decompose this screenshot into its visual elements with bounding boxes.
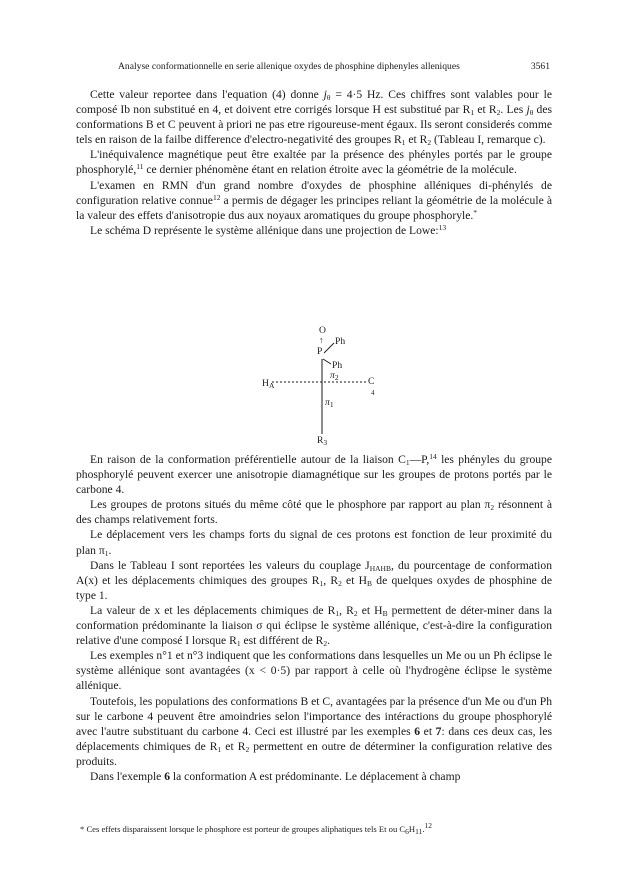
arrow-up-icon: ↑ <box>319 335 324 345</box>
paragraph-9: La valeur de x et les déplacements chimiques de $R_1$, $R_2$ et $H_B$ permettent de déter-miner dans la conformation prédominante la liaison σ qui éclipse le système allénique, c'est-à-dire la configuration relative d'une composé I lorsque $R_1$ est différent de $R_2$. <box>76 603 552 649</box>
paragraph-8: Dans le Tableau I sont reportées les valeurs du couplage $J_{HAHB}$, du pourcentage de conformation A(x) et les déplacements chimiques des groupes $R_1$, $R_2$ et $H_B$ de quelques oxydes de phosphine de type 1. <box>76 558 553 602</box>
phosphorus-label: P <box>317 346 323 357</box>
running-header <box>118 61 550 72</box>
paragraph-2: L'inéquivalence magnétique peut être exaltée par la présence des phényles portés par le groupe phosphorylé,$^{11}$ ce dernier phénomène étant en relation étroite avec la géométrie de la molécule. <box>76 148 552 177</box>
body-lower <box>76 452 552 784</box>
phenyl-label-1: Ph <box>335 336 346 347</box>
paragraph-3: L'examen en RMN d'un grand nombre d'oxydes de phosphine alléniques di-phénylés de configuration relative connue$^{12}$ a permis de dégager les principes reliant la géométrie de la molécule à la valeur des effets d'anisotropie dus aux noyaux aromatiques du groupe phosphoryle.* <box>76 178 552 222</box>
body-upper <box>76 87 552 238</box>
paragraph-4: Le schéma D représente le système allénique dans une projection de Lowe:$^{13}$ <box>90 222 447 237</box>
paragraph-12: Dans l'exemple 6 la conformation A est prédominante. Le déplacement à champ <box>90 769 461 783</box>
paragraph-6: Les groupes de protons situés du même côté que le phosphore par rapport au plan $\pi_2$ résonnent à des champs relativement forts. <box>76 498 552 527</box>
pi2-label: $\pi_2$ <box>330 370 339 382</box>
oxygen-label: O <box>319 325 326 336</box>
paragraph-7: Le déplacement vers les champs forts du signal de ces protons est fonction de leur proximité du plan $\pi_1$. <box>76 528 552 558</box>
paragraph-10: Les exemples n°1 et n°3 indiquent que les conformations dans lesquelles un Me ou un Ph éclipse le système allénique sont avantagées (x < 0·5) par rapport à celle où l'hydrogène éclipse le système allénique. <box>76 649 552 693</box>
running-title: Analyse conformationnelle en serie allenique oxydes de phosphine diphenyles alleniques <box>118 61 460 72</box>
lowe-projection-diagram <box>262 326 382 450</box>
footnote: * Ces effets disparaissent lorsque le phosphore est porteur de groupes aliphatiques tels Et ou $C_6H_{11}.^{12}$ <box>80 821 432 836</box>
ha-label: $H_A$ <box>262 378 275 390</box>
pi1-label: $\pi_1$ <box>325 397 334 409</box>
paragraph-11: Toutefois, les populations des conformations B et C, avantagées par la présence d'un Me ou d'un Ph sur le carbone 4 peuvent être amoindries selon l'importance des intéractions du groupe phosphorylé avec l'autre substituant du carbone 4. Ceci est illustré par les exemples 6 et 7: dans ces deux cas, les déplacements chimiques de $R_1$ et $R_2$ permettent en outre de déterminer la configuration relative des produits. <box>76 694 552 768</box>
c4-subscript: 4 <box>371 389 375 397</box>
phenyl-label-2: Ph <box>332 360 343 371</box>
paragraph-5: En raison de la conformation préférentielle autour de la liaison $C_1—P,^{14}$ les phényles du groupe phosphorylé peuvent exercer une anisotropie diamagnétique sur les groupes de protons portés par le carbone 4. <box>76 452 552 497</box>
c4-label: C <box>368 376 375 387</box>
r3-label: $R_3$ <box>317 435 328 447</box>
paragraph-1: Cette valeur reportee dans l'equation (4) donne $j_\theta = 4\cdot 5$ Hz. Ces chiffres sont valables pour le composé Ib non substitué en 4, et doivent etre corrigés lorsque H est substitué par $R_1$ et $R_2$. Les $j_\theta$ des conformations B et C peuvent à priori ne pas etre rigoureuse-ment égaux. Ils seront considerés comme tels en raison de la failbe difference d'electro-negativité des groupes $R_1$ et $R_2$ (Tableau I, remarque c). <box>76 88 552 148</box>
page-number: 3561 <box>530 61 550 72</box>
